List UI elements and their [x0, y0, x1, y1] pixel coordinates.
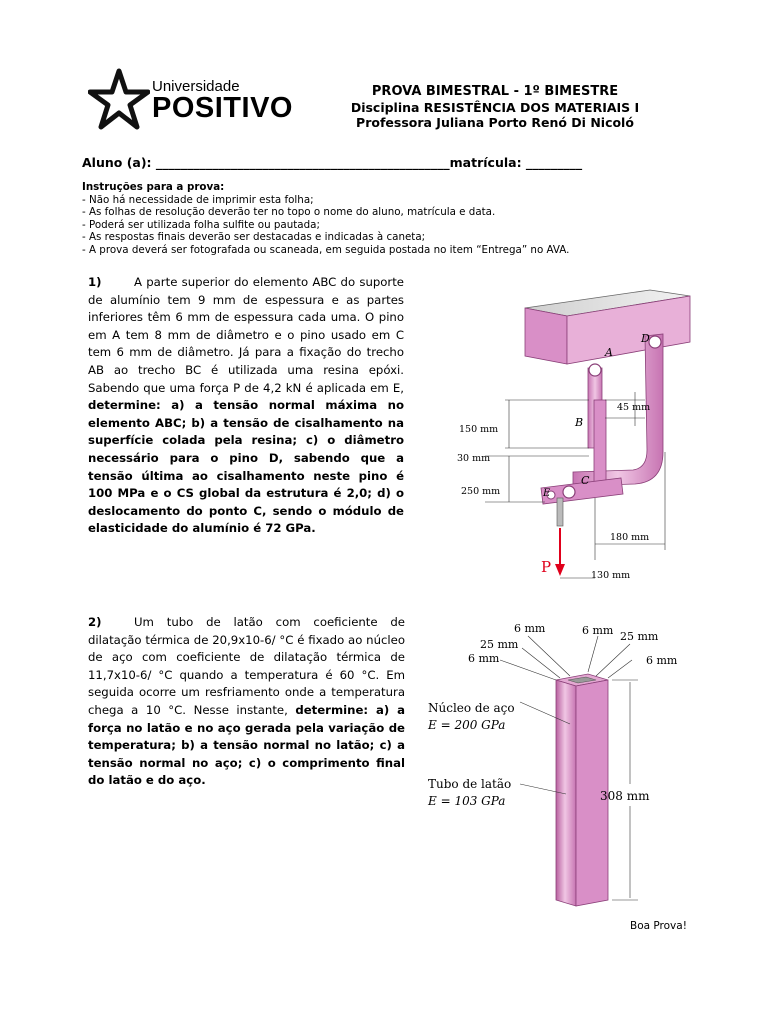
exam-header [330, 84, 660, 131]
core-label: Núcleo de aço [428, 701, 515, 715]
pin-a [589, 364, 601, 376]
exam-subject: Disciplina RESISTÊNCIA DOS MATERIAIS I [350, 99, 640, 115]
instruction-item: - Não há necessidade de imprimir esta folha; [82, 193, 314, 206]
dim-6mm-d: 6 mm [646, 654, 678, 667]
question-1-number: 1) [88, 275, 102, 289]
instruction-item: - As folhas de resolução deverão ter no topo o nome do aluno, matrícula e data. [82, 206, 496, 219]
dim-150: 150 mm [459, 424, 499, 435]
dim-6mm-b: 6 mm [582, 624, 614, 637]
dim-180: 180 mm [610, 532, 650, 543]
tube-label: Tubo de latão [428, 777, 512, 791]
rod-e [557, 498, 563, 526]
tube-length: 308 mm [600, 789, 650, 803]
question-1 [88, 274, 404, 538]
dim-250: 250 mm [461, 486, 501, 497]
label-b: B [575, 416, 584, 429]
instructions-title: Instruções para a prova: [82, 181, 225, 193]
question-2-number: 2) [88, 615, 102, 629]
label-d: D [641, 332, 650, 345]
pin-c [563, 486, 575, 498]
label-c: C [581, 474, 590, 487]
label-a: A [605, 346, 613, 359]
support-beam-front [525, 308, 567, 364]
question-2 [88, 614, 405, 790]
logo-text-universidade: Universidade [152, 78, 240, 95]
dim-6mm-a: 6 mm [514, 622, 546, 635]
force-p-arrowhead [555, 564, 565, 576]
exam-title: PROVA BIMESTRAL - 1º BIMESTRE [371, 84, 619, 99]
instructions-block [82, 181, 702, 257]
instruction-item: - As respostas finais deverão ser destacadas e indicadas à caneta; [82, 231, 426, 244]
core-modulus: E = 200 GPa [428, 718, 506, 732]
tube-front-face [556, 680, 576, 906]
logo-text-positivo: POSITIVO [152, 92, 293, 124]
question-2-bold-text: determine: a) a força no latão e no aço gerada pela variação de temperatura; b) a tensão normal no latão; c) a tensão normal no aço; c) o comprimento final do latão e do aço. [88, 702, 405, 788]
dim-45: 45 mm [617, 402, 651, 413]
tube-modulus: E = 103 GPa [428, 794, 506, 808]
question-1-text: A parte superior do elemento ABC do suporte de alumínio tem 9 mm de espessura e as partes inferiores têm 6 mm de espessura cada uma. O pino em A tem 8 mm de diâmetro e o pino usado em C tem 6 mm de diâmetro. Já para a fixação do trecho AB ao trecho BC é utilizada uma resina epóxi. Sabendo que uma força P de 4,2 kN é aplicada em E, [88, 275, 404, 395]
figure-1-bracket-diagram [445, 282, 695, 587]
dim-30: 30 mm [457, 453, 491, 464]
label-p: P [541, 558, 552, 576]
dim-130: 130 mm [591, 570, 631, 581]
exam-teacher: Professora Juliana Porto Renó Di Nicoló [356, 115, 634, 130]
footer-message: Boa Prova! [630, 920, 687, 932]
dim-25mm-b: 25 mm [620, 630, 659, 643]
university-logo-star-icon [88, 68, 150, 130]
member-bc [594, 400, 606, 490]
question-1-bold-text: determine: a) a tensão normal máxima no elemento ABC; b) a tensão de cisalhamento na superfície colada pela resina; c) o diâmetro necessário para o pino D, sabendo que a tensão última ao cisalhamento neste pino é 100 MPa e o CS global da estrutura é 2,0; d) o deslocamento do ponto C, sendo o módulo de elasticidade do alumínio é 72 GPa. [88, 398, 404, 536]
instruction-item: - A prova deverá ser fotografada ou scaneada, em seguida postada no item “Entrega” no AVA. [82, 243, 570, 256]
instruction-item: - Poderá ser utilizada folha sulfite ou pautada; [82, 218, 320, 231]
dim-25mm-a: 25 mm [480, 638, 519, 651]
dim-6mm-c: 6 mm [468, 652, 500, 665]
figure-2-tube-diagram [420, 614, 700, 910]
question-2-text: Um tubo de latão com coeficiente de dilatação térmica de 20,9x10-6/ °C é fixado ao núcleo de aço com coeficiente de dilatação térmica de 11,7x10-6/ °C quando a temperatura é 60 °C. Em seguida ocorre um resfriamento onde a temperatura chega a 10 °C. Nesse instante, [88, 615, 405, 717]
pin-d [649, 336, 661, 348]
student-name-line: Aluno (a): _______________________________________________matrícula: _________ [82, 155, 583, 170]
label-e: E [543, 488, 551, 499]
